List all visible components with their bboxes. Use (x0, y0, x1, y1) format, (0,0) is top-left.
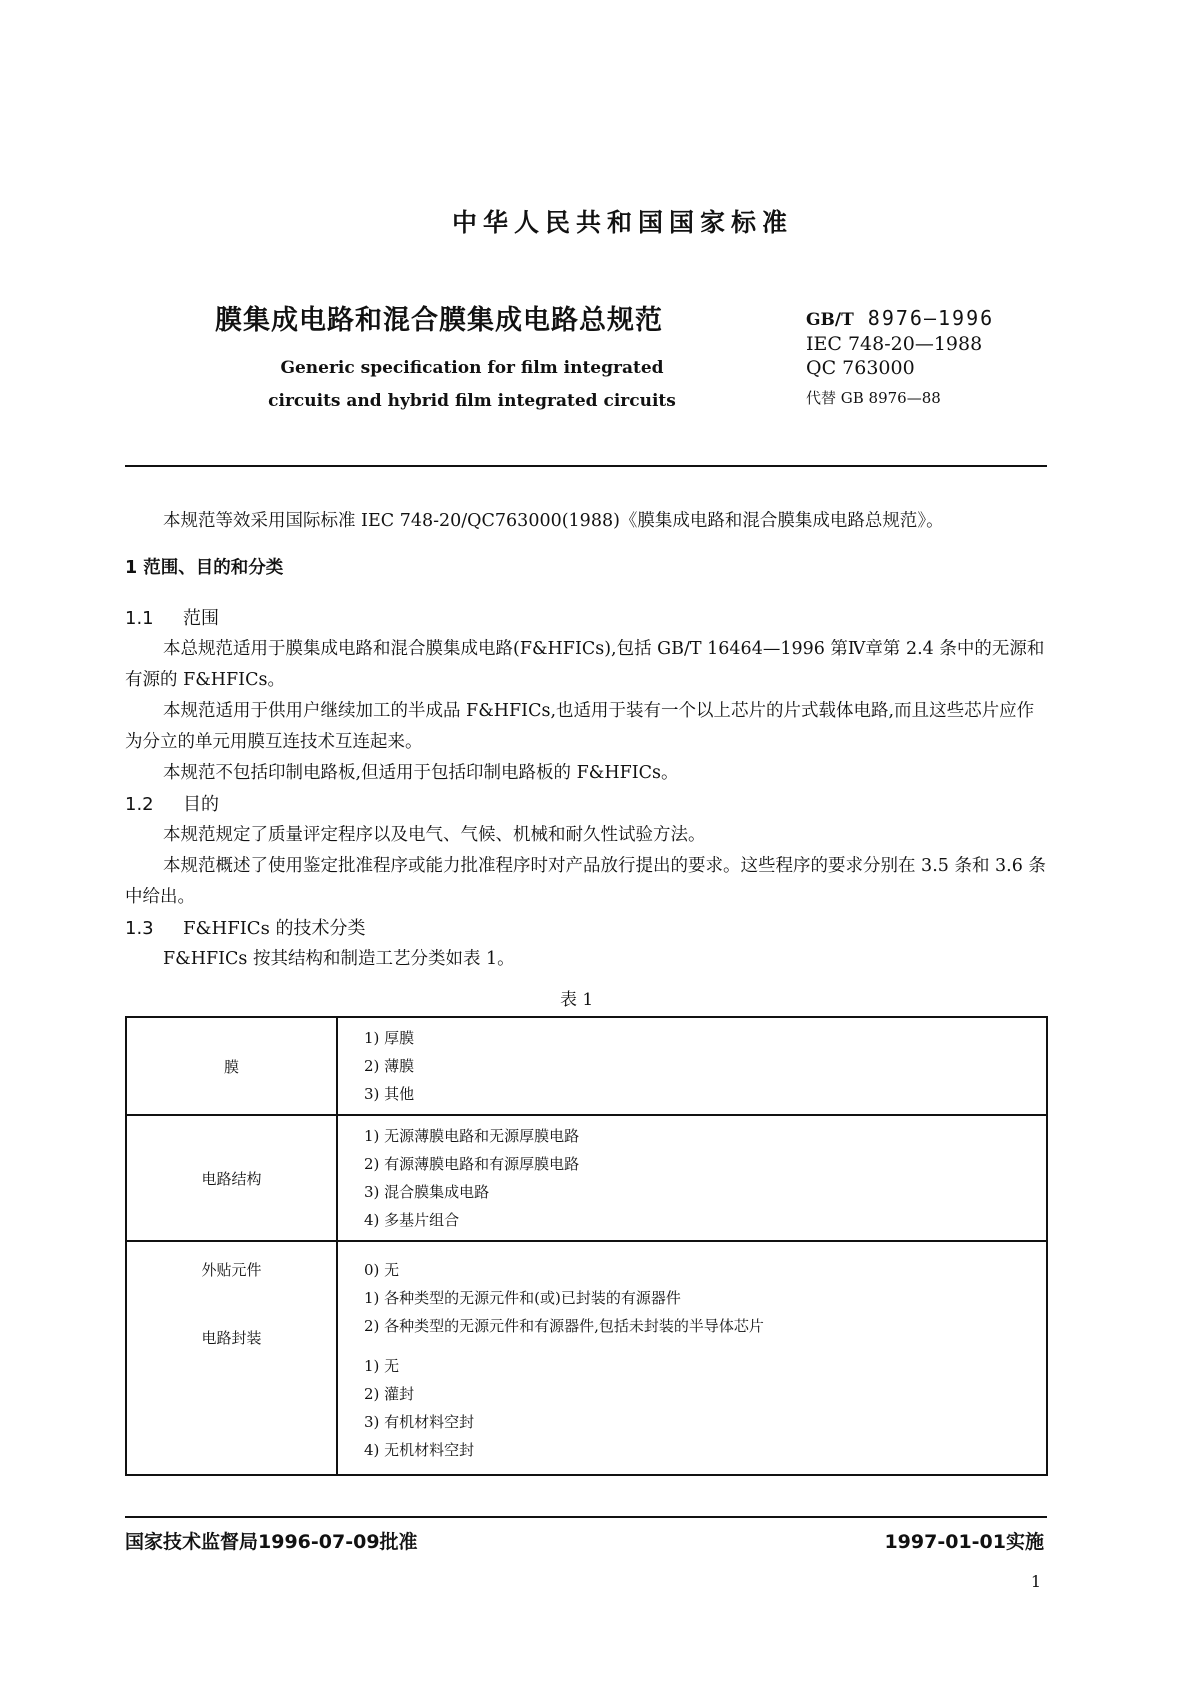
section-1-1-paragraph-2: 本规范适用于供用户继续加工的半成品 F&HFICs,也适用于装有一个以上芯片的片式载体电路,而且这些芯片应作为分立的单元用膜互连技术互连起来。 (125, 701, 1035, 752)
document-title-en-line1: Generic specification for film integrated (280, 358, 664, 378)
effective-date: 1997-01-01实施 (884, 1531, 1044, 1553)
list-item: 2) 薄膜 (364, 1057, 415, 1075)
list-item: 3) 其他 (364, 1085, 415, 1103)
classification-table (125, 1016, 1048, 1476)
list-item: 2) 灌封 (364, 1385, 415, 1403)
list-item: 0) 无 (364, 1261, 400, 1279)
section-1-1-number: 1.1 (125, 608, 154, 629)
table-row-film (126, 1017, 1047, 1115)
national-standard-heading: 中华人民共和国国家标准 (451, 208, 793, 237)
table-items-external-packaging (337, 1241, 1047, 1475)
section-1-1-paragraph-3: 本规范不包括印制电路板,但适用于包括印制电路板的 F&HFICs。 (163, 763, 679, 783)
list-item: 2) 有源薄膜电路和有源厚膜电路 (364, 1155, 580, 1173)
list-item: 1) 无 (364, 1357, 400, 1375)
approval-date: 国家技术监督局1996-07-09批准 (125, 1531, 418, 1553)
list-item: 3) 有机材料空封 (364, 1413, 475, 1431)
list-item: 1) 厚膜 (364, 1029, 415, 1047)
list-item: 3) 混合膜集成电路 (364, 1183, 490, 1201)
footer-divider (125, 1516, 1047, 1518)
table-category-external: 外贴元件 (201, 1261, 262, 1279)
table-category-film: 膜 (126, 1017, 337, 1115)
iec-code: IEC 748-20—1988 (806, 333, 983, 355)
list-item: 4) 无机材料空封 (364, 1441, 475, 1459)
section-1-2-heading (125, 789, 219, 820)
table-items-structure (337, 1115, 1047, 1241)
section-1-1-paragraph-1: 本总规范适用于膜集成电路和混合膜集成电路(F&HFICs),包括 GB/T 16464—1996 第Ⅳ章第 2.4 条中的无源和有源的 F&HFICs。 (125, 639, 1045, 690)
section-1-heading: 1 范围、目的和分类 (125, 558, 284, 578)
intro-paragraph: 本规范等效采用国际标准 IEC 748-20/QC763000(1988)《膜集成电路和混合膜集成电路总规范》。 (163, 511, 944, 531)
list-item: 2) 各种类型的无源元件和有源器件,包括未封装的半导体芯片 (364, 1317, 764, 1335)
table-items-film (337, 1017, 1047, 1115)
section-1-2-paragraph-1: 本规范规定了质量评定程序以及电气、气候、机械和耐久性试验方法。 (163, 825, 706, 845)
standard-codes (806, 306, 994, 410)
section-1-2-title: 目的 (183, 794, 219, 815)
section-1-3-title: F&HFICs 的技术分类 (183, 918, 366, 939)
section-1-3-paragraph-1: F&HFICs 按其结构和制造工艺分类如表 1。 (163, 949, 515, 969)
table-row-structure (126, 1115, 1047, 1241)
gb-code (806, 306, 994, 332)
section-1-2-paragraph-2: 本规范概述了使用鉴定批准程序或能力批准程序时对产品放行提出的要求。这些程序的要求分别在 3.5 条和 3.6 条中给出。 (125, 856, 1046, 907)
qc-code: QC 763000 (806, 357, 915, 379)
table-row-external-packaging (126, 1241, 1047, 1475)
list-item: 1) 各种类型的无源元件和(或)已封装的有源器件 (364, 1289, 681, 1307)
section-1-1-heading (125, 603, 219, 634)
list-item: 1) 无源薄膜电路和无源厚膜电路 (364, 1127, 580, 1145)
document-title-cn: 膜集成电路和混合膜集成电路总规范 (215, 305, 663, 336)
replaces-code: 代替 GB 8976—88 (806, 389, 941, 407)
section-1-2-number: 1.2 (125, 794, 154, 815)
table-category-packaging: 电路封装 (201, 1329, 262, 1347)
gb-code-number: 8976—1996 (867, 306, 995, 330)
section-1-1-title: 范围 (183, 608, 219, 629)
section-1-3-heading (125, 913, 366, 944)
section-1-3-number: 1.3 (125, 918, 154, 939)
table-category-external-packaging (126, 1241, 337, 1475)
header-divider (125, 465, 1047, 467)
list-item: 4) 多基片组合 (364, 1211, 460, 1229)
table-1-caption: 表 1 (560, 990, 594, 1010)
page-number: 1 (1030, 1572, 1041, 1591)
table-category-structure: 电路结构 (126, 1115, 337, 1241)
document-title-en-line2: circuits and hybrid film integrated circuits (268, 391, 676, 411)
gb-code-prefix: GB/T (806, 310, 854, 330)
